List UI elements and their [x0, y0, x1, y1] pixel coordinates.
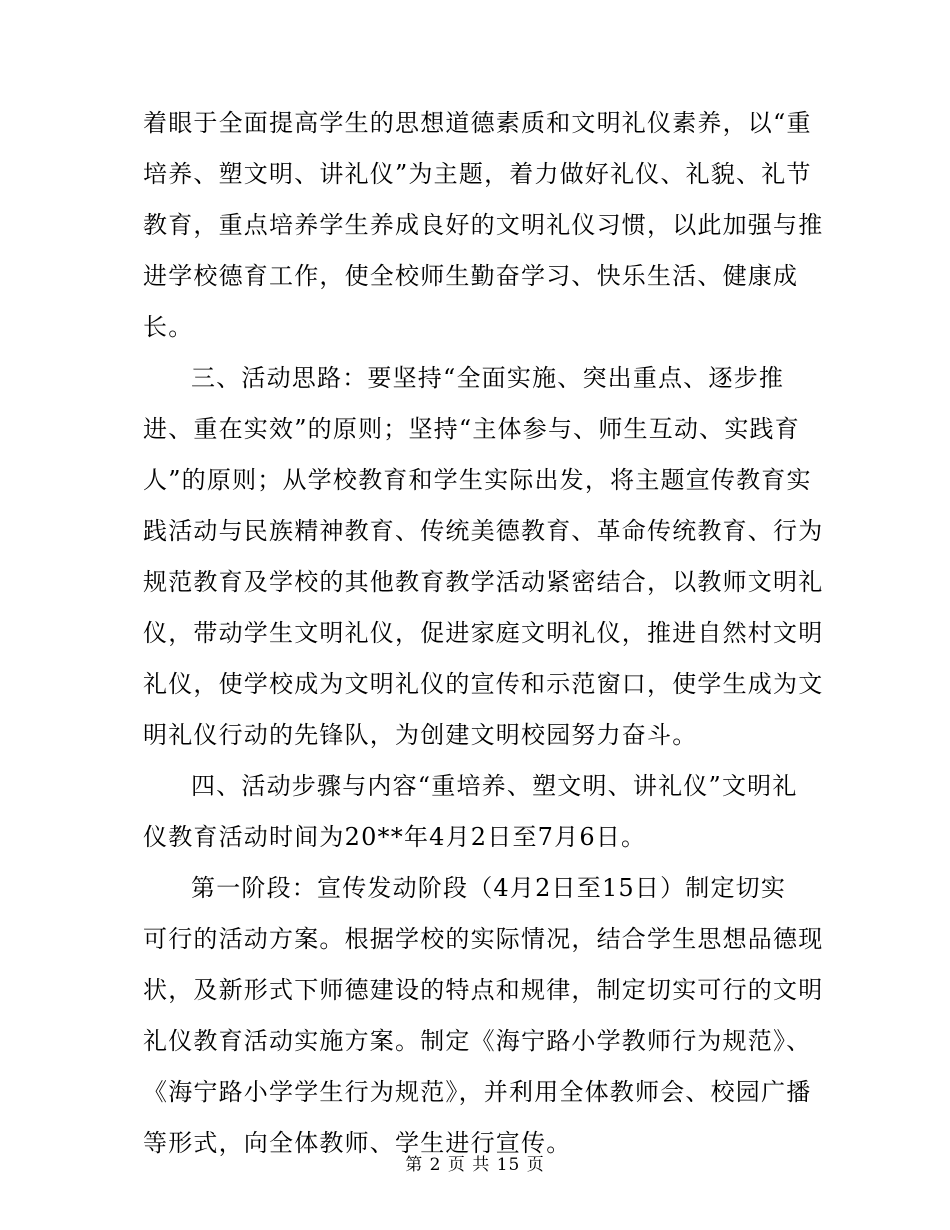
text-line: 仪教育活动时间为20**年4月2日至7月6日。: [143, 823, 647, 851]
stage-one-heading-line: 第一阶段：宣传发动阶段（4月2日至15日）制定切实: [191, 874, 787, 902]
section-three-heading-line: 三、活动思路：要坚持“全面实施、突出重点、逐步推: [191, 364, 785, 392]
text-line: 可行的活动方案。根据学校的实际情况，结合学生思想品德现: [143, 925, 824, 953]
text-line: 礼仪教育活动实施方案。制定《海宁路小学教师行为规范》、: [143, 1027, 812, 1055]
section-four-heading-line: 四、活动步骤与内容“重培养、塑文明、讲礼仪”文明礼: [191, 772, 798, 800]
text-line: 着眼于全面提高学生的思想道德素质和文明礼仪素养，以“重: [143, 109, 812, 137]
text-line: 进学校德育工作，使全校师生勤奋学习、快乐生活、健康成: [143, 262, 799, 290]
text-line: 长。: [143, 313, 194, 341]
text-line: 培养、塑文明、讲礼仪”为主题，着力做好礼仪、礼貌、礼节: [143, 160, 812, 188]
document-body: [143, 98, 823, 1169]
text-line: 礼仪，使学校成为文明礼仪的宣传和示范窗口，使学生成为文: [143, 670, 824, 698]
text-line: 明礼仪行动的先锋队，为创建文明校园努力奋斗。: [143, 721, 698, 749]
text-line: 《海宁路小学学生行为规范》，并利用全体教师会、校园广播: [143, 1078, 812, 1106]
text-line: 教育，重点培养学生养成良好的文明礼仪习惯，以此加强与推: [143, 211, 824, 239]
text-line: 人”的原则；从学校教育和学生实际出发，将主题宣传教育实: [143, 466, 812, 494]
text-line: 践活动与民族精神教育、传统美德教育、革命传统教育、行为: [143, 517, 824, 545]
text-line: 进、重在实效”的原则；坚持“主体参与、师生互动、实践育: [143, 415, 800, 443]
text-line: 等形式，向全体教师、学生进行宣传。: [143, 1129, 572, 1157]
text-line: 仪，带动学生文明礼仪，促进家庭文明礼仪，推进自然村文明: [143, 619, 824, 647]
text-line: 状，及新形式下师德建设的特点和规律，制定切实可行的文明: [143, 976, 824, 1004]
text-line: 规范教育及学校的其他教育教学活动紧密结合，以教师文明礼: [143, 568, 824, 596]
page-number-footer: 第 2 页 共 15 页: [405, 1155, 545, 1175]
